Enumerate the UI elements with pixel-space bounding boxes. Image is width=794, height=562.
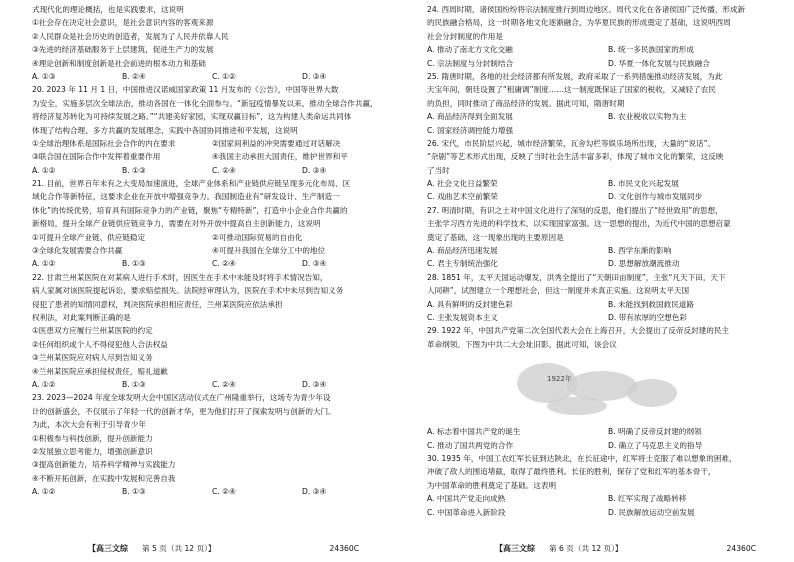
q19-options — [32, 70, 392, 83]
q25-options-row — [427, 110, 789, 123]
q19-stem-line: 式现代化的理论概括，也是实践要求，这说明 — [32, 5, 184, 14]
q28-option-b: B. 未能找到救国救民道路 — [608, 299, 694, 309]
q29-option-b: B. 明确了反帝反封建的纲领 — [608, 427, 702, 437]
q22-item: ①医患双方应履行兰州某医院的约定 — [32, 326, 153, 336]
q22-stem-line: 病人家属对该医院提起诉讼，要求赔偿损失。法院经审理认为，医院在手术中未尽到告知义务 — [32, 286, 344, 296]
q23-item: ②发展独立思考能力，增强创新意识 — [32, 446, 153, 456]
stamp-caption: 1922年 — [547, 375, 572, 384]
q24-options-row — [427, 57, 789, 70]
q21-stem-line: 新格局，提升全球产业链供应链竞争力，需要在对外开放中提高自主创新能力，这说明 — [32, 219, 321, 229]
q22-stem-line: 22. 甘肃兰州某医院在对某病人进行手术时，因医生在手术中未能及时将手术情况告知， — [32, 272, 328, 282]
q22-option-a: A. ①② — [32, 379, 56, 389]
q21-stem-line: 体化”的传统优势，培育具有国际竞争力的产业链，聚焦“专精特新”，打造中小企业合作共赢的 — [32, 205, 348, 215]
q21-item: ②可推动国际贸易的自由化 — [212, 232, 303, 242]
q26-option-b: B. 市民文化兴起发展 — [608, 179, 679, 189]
q21-option-d: D. ③④ — [302, 259, 327, 269]
q29-stem-line: 革命纲领。下图为中共二大会址旧影。据此可知，该会议 — [427, 339, 617, 349]
q23-option-b: B. ①③ — [122, 487, 146, 497]
q23-option-a: A. ①② — [32, 487, 56, 497]
q22-options — [32, 378, 392, 391]
q24-stem-line: 的民族融合格局，这一时期各地文化逐渐融合，为华夏民族的形成奠定了基础，这说明西周 — [427, 18, 731, 28]
q21-item: ③全球化发展需要合作共赢 — [32, 246, 123, 256]
q27-option-a: A. 商品经济迅速发展 — [427, 246, 498, 256]
q19-option-b: B. ②④ — [122, 71, 146, 81]
stamp-blot — [547, 397, 607, 415]
exam-label: 【高三文综 — [495, 544, 535, 553]
page-number: 第 6 页（共 12 页）】 — [549, 544, 623, 553]
q24-options-row — [427, 43, 789, 56]
page-footer — [397, 542, 794, 556]
q21-option-a: A. ①② — [32, 259, 56, 269]
q24-option-b: B. 统一多民族国家的形成 — [608, 45, 694, 55]
q19-item: ④理论创新和制度创新是社会前进的根本动力和基础 — [32, 58, 206, 68]
q21-option-c: C. ②④ — [212, 259, 236, 269]
q20-option-d: D. ③④ — [302, 165, 327, 175]
q25-stem-line: 的负担，同时推动了商品经济的发展。据此可知，隋唐时期 — [427, 98, 625, 108]
q24-stem-line: 社会分封制度的作用是 — [427, 31, 503, 41]
q30-option-d: D. 民族解放运动空前发展 — [608, 507, 695, 517]
q29-option-c: C. 推动了国共两党的合作 — [427, 440, 514, 450]
q20-stem-line: 体现了结构合理、多方共赢的发展理念，实践中各国协同推进和平发展，这说明 — [32, 125, 298, 135]
q23-options — [32, 485, 392, 498]
q22-option-c: C. ②④ — [212, 379, 236, 389]
q20-items-row — [32, 150, 392, 163]
q19-option-a: A. ①③ — [32, 71, 56, 81]
q20-stem-line: 20. 2023 年 11 月 1 日，中国推进汉诺威国家政策 11 月发布的《公告》，中国等世界大数 — [32, 85, 339, 95]
q26-options-row — [427, 190, 789, 203]
q20-item: ②国家间利益的冲突需要通过对话解决 — [212, 138, 341, 148]
q20-option-a: A. ①② — [32, 165, 56, 175]
q27-stem-line: 主张学习西方先进的科学技术，以实现国家富强。这一思想的提出，为近代中国的思想启蒙 — [427, 219, 731, 229]
q24-stem-line: 24. 西周时期，诸侯国纷纷将宗法制度推行到周边地区。周代文化在各诸侯国广泛传播，形成新 — [427, 5, 746, 14]
q26-options-row — [427, 177, 789, 190]
q27-option-c: C. 君主专制统治强化 — [427, 259, 498, 269]
q27-stem-line: 奠定了基础，这一现象出现的主要原因是 — [427, 232, 564, 242]
q23-item: ③提高创新能力，培养科学精神与实践能力 — [32, 460, 176, 470]
q20-item: ④我国主动承担大国责任，维护世界和平 — [212, 152, 348, 162]
q21-stem-line: 域化合作等新特征，这要求企业在开放中增强竞争力。我国制造业有“研发设计、生产制造一 — [32, 192, 340, 202]
q22-option-d: D. ③④ — [302, 379, 327, 389]
q21-option-b: B. ①③ — [122, 259, 146, 269]
q30-stem-line: 冲破了敌人的围追堵截，取得了最终胜利。长征的胜利，保存了党和红军的基本骨干， — [427, 467, 716, 477]
q26-stem-line: “杂剧”等艺术形式出现，反映了当时社会生活丰富多彩，体现了城市文化的繁荣，这反映 — [427, 152, 724, 162]
q20-stem-line: 为安全，实施多层次全球法治，推动各国在一体化全面参与。“新冠疫情暴发以来，推动全球合作共赢， — [32, 98, 378, 108]
q23-stem-line: 23. 2023—2024 年度全球发明大会中国区活动仪式在广州隆重举行，这场专为青少年设 — [32, 393, 331, 403]
q20-option-c: C. ②④ — [212, 165, 236, 175]
q25-option-b: B. 农业税收以实物为主 — [608, 112, 687, 122]
q30-option-c: C. 中国革命进入新阶段 — [427, 507, 506, 517]
q26-option-d: D. 文化创作与城市发展同步 — [608, 192, 703, 202]
q28-option-a: A. 具有鲜明的反封建色彩 — [427, 299, 513, 309]
q19-item: ②人民群众是社会历史的创造者，发展为了人民并依靠人民 — [32, 31, 229, 41]
stamp-blot — [627, 379, 677, 407]
q23-stem-line: 为此，本次大会有利于引导青少年 — [32, 420, 146, 430]
q21-options — [32, 257, 392, 270]
q22-stem-line: 权利法，对此案判断正确的是 — [32, 312, 131, 322]
q22-stem-line: 侵犯了患者的知情同意权，判决医院承担相应责任，兰州某医院应依法承担 — [32, 299, 283, 309]
q23-stem-line: 计的创新盛会，不仅展示了年轻一代的创新才华，更为他们打开了探索发明与创新的大门。 — [32, 406, 336, 416]
q26-option-c: C. 戏曲艺术空前繁荣 — [427, 192, 498, 202]
right-column — [427, 3, 789, 519]
q20-item: ①全球治理体系是国际社会合作的内在要求 — [32, 138, 176, 148]
q20-option-b: B. ①③ — [122, 165, 146, 175]
q30-stem-line: 为中国革命的胜利奠定了基础。这表明 — [427, 480, 557, 490]
q19-item: ①社会存在决定社会意识，是社会意识内容的客观来源 — [32, 18, 214, 28]
q29-option-d: D. 确立了马克思主义的指导 — [608, 440, 703, 450]
q19-option-d: D. ③④ — [302, 71, 327, 81]
q22-item: ④兰州某医院应承担侵权责任，赔礼道歉 — [32, 366, 168, 376]
exam-page-right — [397, 0, 794, 562]
q29-stem-line: 29. 1922 年，中国共产党第二次全国代表大会在上海召开，大会提出了反帝反封建的民主 — [427, 326, 730, 336]
q28-options-row — [427, 311, 789, 324]
q25-option-c: C. 国家经济调控能力增强 — [427, 125, 514, 135]
q19-option-c: C. ①② — [212, 71, 236, 81]
q28-stem-line: 人同耕”，试图建立一个理想社会，但这一制度并未真正实施。这说明太平天国 — [427, 286, 690, 296]
q25-stem-line: 25. 隋唐时期，各地的社会经济都有所发展，政府采取了一系列措施推动经济发展，为此 — [427, 71, 723, 81]
q23-option-d: D. ③④ — [302, 487, 327, 497]
q23-item: ①积极参与科技创新，提升创新能力 — [32, 433, 153, 443]
q20-stem-line: 将经济复苏转化为可持续发展之路。”“共建美好家园，实现双赢目标”，这为构建人类命运共同体 — [32, 112, 352, 122]
q29-option-a: A. 标志着中国共产党的诞生 — [427, 427, 521, 437]
q30-option-b: B. 红军实现了战略转移 — [608, 494, 687, 504]
q30-stem-line: 30. 1935 年，中国工农红军长征到达陕北，在长征途中，红军将士克服了难以想象的困难， — [427, 453, 737, 463]
exam-label: 【高三文综 — [88, 544, 128, 553]
q23-option-c: C. ②④ — [212, 487, 236, 497]
q24-option-c: C. 宗法制度与分封制结合 — [427, 58, 514, 68]
q25-stem-line: 天宝年间，朝廷设置了“租庸调”制度……这一制度既保证了国家的税收，又减轻了农民 — [427, 85, 716, 95]
q28-options-row — [427, 298, 789, 311]
q21-item: ④可提升我国在全球分工中的地位 — [212, 246, 326, 256]
q28-option-d: D. 带有浓厚的空想色彩 — [608, 312, 688, 322]
q27-option-d: D. 思想解放潮流推动 — [608, 259, 680, 269]
page-footer — [0, 542, 397, 556]
q28-option-c: C. 主张发展资本主义 — [427, 312, 498, 322]
exam-code: 24360C — [329, 544, 359, 553]
q21-stem-line: 21. 目前，世界百年未有之大变局加速演进，全球产业体系和产业链供应链呈现多元化布局、区 — [32, 179, 351, 189]
q26-option-a: A. 社会文化日益繁荣 — [427, 179, 498, 189]
q27-options-row — [427, 244, 789, 257]
q28-stem-line: 28. 1851 年，太平天国运动爆发，洪秀全提出了“天朝田亩制度”，主张“凡天下田，天下 — [427, 272, 726, 282]
q30-options-row — [427, 506, 789, 519]
page-number: 第 5 页（共 12 页）】 — [142, 544, 216, 553]
q22-option-b: B. ①③ — [122, 379, 146, 389]
q24-option-d: D. 华夏一体化发展与民族融合 — [608, 58, 710, 68]
q25-option-a: A. 商品经济得到全面发展 — [427, 112, 513, 122]
q29-options-row — [427, 439, 789, 452]
q30-option-a: A. 中国共产党走向成熟 — [427, 494, 506, 504]
q22-item: ③兰州某医院应对病人尽到告知义务 — [32, 353, 153, 363]
q21-items-row — [32, 244, 392, 257]
q21-item: ①可提升全球产业链、供应链稳定 — [32, 232, 146, 242]
q29-options-row — [427, 425, 789, 438]
left-column — [32, 3, 392, 498]
q27-options-row — [427, 257, 789, 270]
exam-code: 24360C — [726, 544, 756, 553]
q20-item: ③联合国在国际合作中发挥着重要作用 — [32, 152, 161, 162]
q26-stem-line: 26. 宋代，市民阶层兴起，城市经济繁荣，瓦舍勾栏等娱乐场所出现，大量的“说话”、 — [427, 138, 716, 148]
q23-item: ④不断开拓创新，在实践中发展和完善自我 — [32, 473, 176, 483]
q20-options — [32, 164, 392, 177]
q27-option-b: B. 西学东渐的影响 — [608, 246, 672, 256]
q21-items-row — [32, 231, 392, 244]
q19-item: ③先进的经济基础服务于上层建筑，促进生产力的发展 — [32, 45, 214, 55]
q27-stem-line: 27. 明清时期，有识之士对中国文化进行了深刻的反思，他们提出了“经世致用”的思想， — [427, 205, 723, 215]
q26-stem-line: 了当时 — [427, 165, 450, 175]
q24-option-a: A. 推动了南北方文化交融 — [427, 45, 513, 55]
q22-item: ②任何组织或个人不得侵犯他人合法权益 — [32, 339, 168, 349]
q20-items-row — [32, 137, 392, 150]
q30-options-row — [427, 492, 789, 505]
stamp-image — [487, 353, 717, 425]
